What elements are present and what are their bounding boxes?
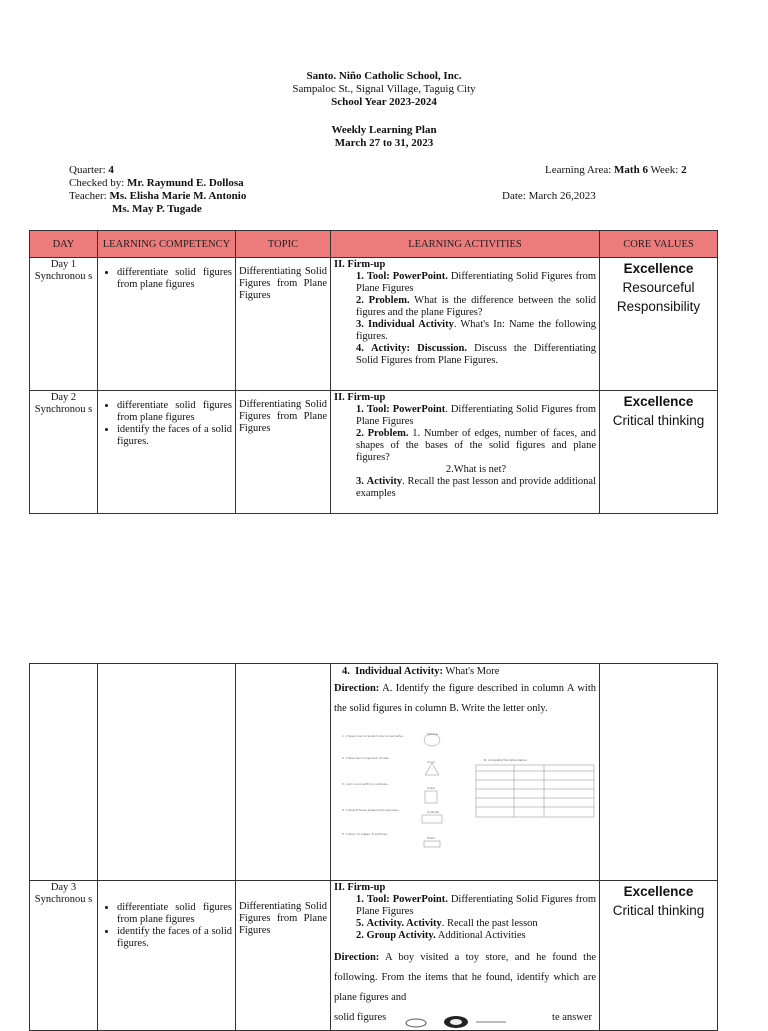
topic-cell: Differentiating Solid Figures from Plane Figures: [236, 881, 331, 1031]
svg-text:B. Complete the table below.: B. Complete the table below.: [484, 758, 528, 762]
activity-item: 1. Tool: PowerPoint. Differentiating Solid Figures from Plane Figures: [356, 404, 596, 427]
col-competency: LEARNING COMPETENCY: [98, 231, 236, 258]
core-value: Excellence: [623, 394, 694, 409]
core-values-cell: [600, 258, 718, 391]
core-values-cell: [600, 391, 718, 514]
svg-text:Prism: Prism: [427, 836, 436, 840]
teacher-line: [69, 190, 246, 203]
competency-item: • differentiate solid figures from plane figures: [117, 267, 232, 291]
activities-heading: II. Firm-up: [334, 259, 386, 270]
activity-item: 4. Activity: Discussion. Discuss the Differentiating Solid Figures from Plane Figures.: [356, 343, 596, 366]
activities-heading: II. Firm-up: [334, 882, 386, 893]
topic-cell: [236, 664, 331, 881]
teacher-label: Teacher:: [69, 190, 110, 202]
plan-dates: March 27 to 31, 2023: [334, 137, 434, 149]
teacher-name-1: Ms. Elisha Marie M. Antonio: [109, 190, 247, 202]
activities-heading: II. Firm-up: [334, 392, 386, 403]
weekly-plan-table: [29, 230, 718, 514]
svg-text:Sphere: Sphere: [427, 732, 438, 736]
worksheet-thumbnail: [334, 725, 596, 849]
activities-cell: [331, 258, 600, 391]
core-values-cell: [600, 881, 718, 1031]
table-row: [30, 258, 718, 391]
direction-text: Direction: A. Identify the figure described in column A with the solid figures in column B. Write the letter only.: [334, 683, 596, 714]
competency-cell: [98, 881, 236, 1031]
col-day: DAY: [30, 231, 98, 258]
school-name: Santo. Niño Catholic School, Inc.: [306, 70, 462, 82]
competency-cell: [98, 664, 236, 881]
topic-cell: Differentiating Solid Figures from Plane Figures: [236, 258, 331, 391]
competency-item: • identify the faces of a solid figures.: [117, 926, 232, 950]
quarter-value: 4: [108, 164, 114, 176]
day-cell: Day 2 Synchronou s: [30, 391, 98, 514]
teacher-name-2: Ms. May P. Tugade: [112, 203, 202, 215]
core-value: Critical thinking: [612, 903, 705, 918]
col-activities: LEARNING ACTIVITIES: [331, 231, 600, 258]
week-value: 2: [681, 164, 687, 176]
quarter-label: Quarter:: [69, 164, 109, 176]
plan-title: Weekly Learning Plan: [331, 124, 437, 136]
col-topic: TOPIC: [236, 231, 331, 258]
activities-cell: [331, 391, 600, 514]
core-value: Responsibility: [616, 299, 701, 314]
date-line: Date: March 26,2023: [502, 190, 596, 202]
activity-item: 4. Individual Activity: What's More: [342, 666, 500, 677]
toy-figures-icon: [396, 1014, 516, 1028]
activity-item: 2. Problem. What is the difference between the solid figures and the plane Figures?: [356, 295, 597, 318]
core-value: Critical thinking: [612, 413, 705, 428]
quarter-line: [69, 164, 114, 177]
col-core-values: CORE VALUES: [600, 231, 718, 258]
competency-item: • identify the faces of a solid figures.: [117, 424, 232, 448]
activity-item: 3. Individual Activity. What's In: Name the following figures.: [356, 319, 596, 342]
day-cell: Day 1 Synchronou s: [30, 258, 98, 391]
activity-item: 5. Activity. Activity. Recall the past lesson: [356, 918, 538, 929]
checked-by-line: [69, 177, 244, 190]
activity-item: 1. Tool: PowerPoint. Differentiating Solid Figures from Plane Figures: [356, 271, 596, 294]
svg-text:Cylinder: Cylinder: [427, 810, 440, 814]
checked-by-value: Mr. Raymund E. Dollosa: [127, 177, 244, 189]
thumb-item-1: 1. I have one circle and one curved side...: [342, 734, 405, 738]
learning-area-line: [545, 164, 687, 177]
competency-cell: [98, 391, 236, 514]
cut-off-line: solid figures te answer: [334, 1008, 596, 1028]
area-value: Math 6: [614, 164, 648, 176]
school-address: Sampaloc St., Signal Village, Taguig City: [292, 83, 476, 95]
svg-text:Cube: Cube: [427, 786, 435, 790]
activities-cell: [331, 881, 600, 1031]
svg-text:Cone: Cone: [427, 760, 435, 764]
activity-item: 2. Problem. 1. Number of edges, number of faces, and shapes of the bases of the solid figures and plane figures? 2.What is net?: [356, 428, 596, 475]
school-year: School Year 2023-2024: [331, 96, 437, 108]
day-cell: [30, 664, 98, 881]
core-values-cell: [600, 664, 718, 881]
table-row: [30, 881, 718, 1031]
table-header-row: [30, 231, 718, 258]
core-value: Excellence: [623, 261, 694, 276]
thumb-item-5: 5. I have 12 edges, 8 vertices...: [342, 832, 390, 836]
activity-item: 3. Activity. Recall the past lesson and provide additional examples: [356, 476, 596, 499]
thumb-item-3: 3. I am round with no vertices...: [342, 782, 390, 786]
area-label: Learning Area:: [545, 164, 615, 176]
competency-item: • differentiate solid figures from plane figures: [117, 902, 232, 926]
thumb-item-2: 2. I have two congruent circles...: [342, 756, 392, 760]
core-value: Resourceful: [622, 280, 695, 295]
competency-cell: [98, 258, 236, 391]
topic-cell: Differentiating Solid Figures from Plane Figures: [236, 391, 331, 514]
week-label: Week:: [647, 164, 682, 176]
table-row: [30, 391, 718, 514]
activities-cell: [331, 664, 600, 881]
competency-item: • differentiate solid figures from plane figures: [117, 400, 232, 424]
core-value: Excellence: [623, 884, 694, 899]
table-row: [30, 664, 718, 881]
direction-text: Direction: A boy visited a toy store, and he found the following. From the items that he found, identify which are plane figures and: [334, 952, 596, 1003]
day-cell: Day 3 Synchronou s: [30, 881, 98, 1031]
activity-item: 2. Group Activity. Additional Activities: [356, 930, 526, 941]
activity-subline: 2.What is net?: [445, 464, 507, 475]
activity-item: 1. Tool: PowerPoint. Differentiating Solid Figures from Plane Figures: [356, 894, 596, 917]
checked-by-label: Checked by:: [69, 177, 128, 189]
thumb-item-4: 4. I have 6 faces shaped like squares...: [342, 808, 401, 812]
weekly-plan-table-continued: [29, 663, 718, 1031]
